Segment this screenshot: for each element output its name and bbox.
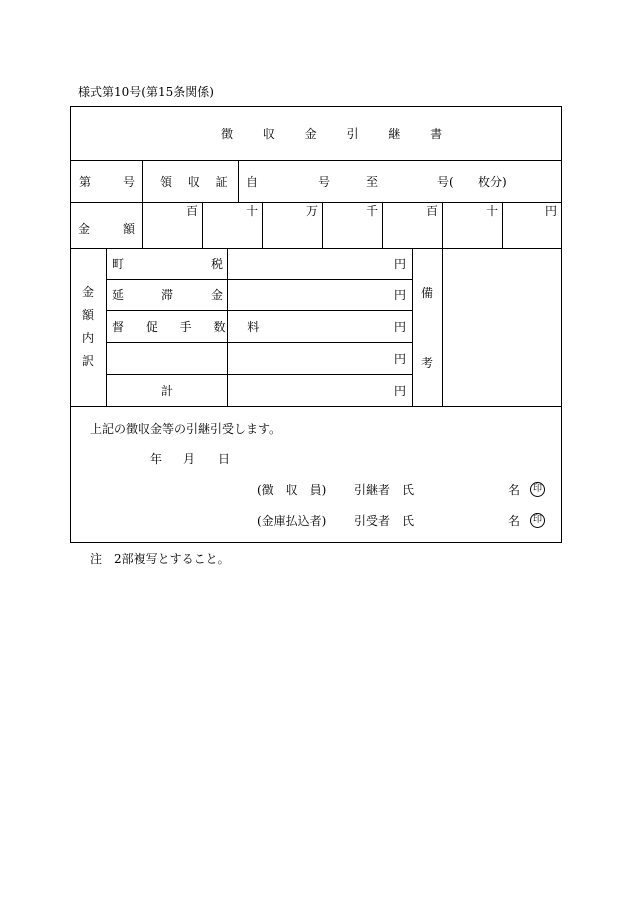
breakdown-label-4: 訳 bbox=[82, 354, 95, 368]
date-year: 年 bbox=[150, 452, 163, 466]
sign2-role: (金庫払込者) bbox=[257, 514, 327, 528]
row-divider-header bbox=[70, 202, 562, 203]
item-town-tax-left: 町 bbox=[112, 257, 125, 271]
col-divider-header-2 bbox=[238, 160, 239, 202]
header-go-to: 号( bbox=[437, 175, 454, 189]
amount-label-kin: 金 bbox=[78, 222, 91, 236]
remarks-label-top: 備 bbox=[421, 286, 434, 300]
row-divider-amount bbox=[70, 248, 562, 249]
form-title: 徴 収 金 引 継 書 bbox=[221, 127, 456, 141]
breakdown-label-3: 内 bbox=[82, 331, 95, 345]
col-divider-breakdown-amount bbox=[412, 248, 413, 406]
col-divider-amount-4 bbox=[382, 202, 383, 248]
amount-label-gaku: 額 bbox=[123, 222, 136, 236]
row-divider-item3 bbox=[106, 342, 412, 343]
col-divider-amount-2 bbox=[262, 202, 263, 248]
amount-unit-hyaku-man: 百 bbox=[186, 204, 199, 218]
header-from: 自 bbox=[246, 175, 259, 189]
header-go: 号 bbox=[123, 175, 136, 189]
col-divider-amount-1 bbox=[202, 202, 203, 248]
header-to: 至 bbox=[366, 175, 379, 189]
seal-icon: 印 bbox=[530, 482, 545, 497]
amount-unit-juu-man: 十 bbox=[246, 204, 259, 218]
yen-town-tax: 円 bbox=[394, 257, 407, 271]
item-total: 計 bbox=[161, 384, 174, 398]
yen-blank: 円 bbox=[394, 352, 407, 366]
form-id: 様式第10号(第15条関係) bbox=[78, 85, 214, 99]
yen-late-fee: 円 bbox=[394, 288, 407, 302]
note: 注 2部複写とすること。 bbox=[90, 552, 230, 566]
date-month: 月 bbox=[183, 452, 196, 466]
amount-unit-man: 万 bbox=[306, 204, 319, 218]
col-divider-amount-5 bbox=[442, 202, 443, 248]
seal-icon: 印 bbox=[530, 513, 545, 528]
sign2-person: 引受者 氏 bbox=[354, 514, 415, 528]
col-divider-breakdown-label bbox=[106, 248, 107, 406]
item-town-tax-right: 税 bbox=[211, 257, 224, 271]
col-divider-amount-label bbox=[142, 202, 143, 248]
row-divider-item4 bbox=[106, 374, 412, 375]
item-late-fee-right: 金 bbox=[211, 288, 224, 302]
yen-dunning-fee: 円 bbox=[394, 320, 407, 334]
sign2-name-label: 名 bbox=[508, 514, 521, 528]
row-divider-item2 bbox=[106, 310, 412, 311]
amount-unit-sen: 千 bbox=[366, 204, 379, 218]
yen-total: 円 bbox=[394, 384, 407, 398]
sign1-name-label: 名 bbox=[508, 483, 521, 497]
header-sheets: 枚分) bbox=[478, 175, 507, 189]
header-dai: 第 bbox=[79, 175, 92, 189]
item-dunning-fee: 督 促 手 数 料 bbox=[112, 320, 269, 334]
sign1-role: (徴 収 員) bbox=[257, 483, 327, 497]
breakdown-label-1: 金 bbox=[82, 285, 95, 299]
row-divider-item1 bbox=[106, 279, 412, 280]
header-go-from: 号 bbox=[318, 175, 331, 189]
row-divider-title bbox=[70, 160, 562, 161]
amount-unit-juu: 十 bbox=[486, 204, 499, 218]
receipt-label: 領 収 証 bbox=[160, 175, 234, 189]
col-divider-header-1 bbox=[142, 160, 143, 202]
amount-unit-yen: 円 bbox=[545, 204, 558, 218]
remarks-label-bottom: 考 bbox=[421, 356, 434, 370]
date-day: 日 bbox=[218, 452, 231, 466]
col-divider-amount-6 bbox=[502, 202, 503, 248]
item-late-fee-left: 延 bbox=[112, 288, 125, 302]
col-divider-amount-3 bbox=[322, 202, 323, 248]
sign1-person: 引継者 氏 bbox=[354, 483, 415, 497]
breakdown-label-2: 額 bbox=[82, 308, 95, 322]
statement: 上記の徴収金等の引継引受します。 bbox=[90, 422, 282, 436]
amount-unit-hyaku: 百 bbox=[426, 204, 439, 218]
item-late-fee-mid: 滞 bbox=[161, 288, 174, 302]
col-divider-breakdown-remarks bbox=[442, 248, 443, 406]
row-divider-breakdown bbox=[70, 406, 562, 407]
